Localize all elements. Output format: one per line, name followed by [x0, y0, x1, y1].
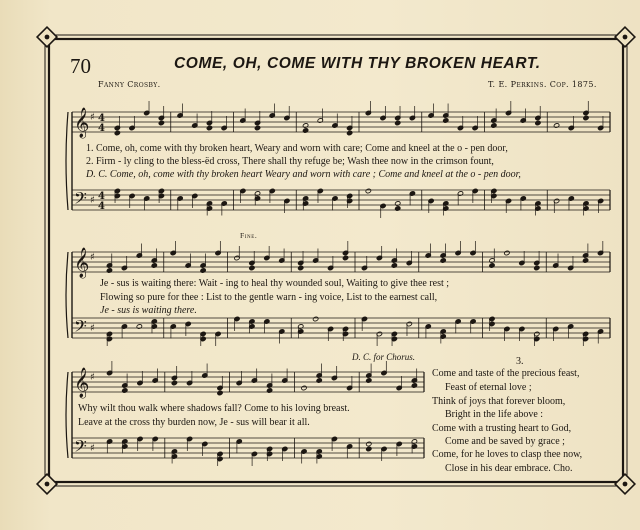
lyric-verse-1: Why wilt thou walk where shadows fall? Come to his loving breast.: [78, 403, 350, 414]
bass-clef: 𝄢: [74, 316, 87, 340]
sharp-sign: ♯: [90, 112, 95, 123]
note-head: [535, 120, 541, 125]
note-head: [504, 250, 510, 255]
treble-clef: 𝄞: [74, 248, 90, 278]
lyricist-credit: Fanny Crosby.: [98, 80, 161, 89]
lyric-verse-2: Flowing so pure for thee : List to the gentle warn - ing voice, List to the earnest call,: [100, 292, 438, 303]
note-head: [347, 130, 353, 135]
sharp-sign: ♯: [90, 372, 95, 383]
lyric-verse-2: 2. Firm - ly cling to the bless-ëd cross, There shall thy refuge be; Wash thee now in the crimson fount,: [86, 156, 494, 167]
brace: [66, 372, 68, 458]
lyric-chorus: Je - sus is waiting there.: [100, 305, 197, 316]
treble-clef: 𝄞: [74, 368, 90, 398]
verse-line: Come with a trusting heart to God,: [432, 423, 572, 434]
sharp-sign: ♯: [90, 195, 95, 206]
note-head: [217, 390, 223, 395]
verse-line: Bright in the life above :: [445, 409, 544, 420]
sharp-sign: ♯: [90, 443, 95, 454]
dc-for-chorus-marker: D. C. for Chorus.: [352, 352, 416, 362]
note-head: [313, 316, 319, 321]
verse-line: Come, for he loves to clasp thee now,: [432, 449, 583, 460]
song-title: COME, OH, COME WITH THY BROKEN HEART.: [174, 55, 541, 72]
time-signature: 4: [98, 113, 105, 124]
sharp-sign: ♯: [90, 323, 95, 334]
note-head: [534, 265, 540, 270]
note-head: [342, 255, 348, 260]
verse-number: 3.: [516, 356, 524, 367]
brace: [66, 112, 68, 210]
time-signature: 4: [98, 191, 105, 202]
note-head: [249, 265, 255, 270]
bass-clef: 𝄢: [74, 436, 87, 460]
note-head: [206, 125, 212, 130]
sharp-sign: ♯: [90, 252, 95, 263]
verse-line: Come and be saved by grace ;: [445, 436, 565, 447]
verse-line: Think of joys that forever bloom,: [432, 396, 566, 407]
brace: [66, 252, 68, 338]
note-head: [365, 188, 371, 193]
note-head: [114, 130, 120, 135]
note-head: [366, 441, 372, 446]
note-head: [583, 115, 589, 120]
note-head: [366, 446, 372, 451]
note-head: [395, 120, 401, 125]
note-head: [298, 265, 304, 270]
verse-line: Come and taste of the precious feast,: [432, 368, 580, 379]
composer-credit: T. E. Perkins. Cop. 1875.: [488, 80, 597, 89]
note-head: [158, 120, 164, 125]
page-number: 70: [70, 54, 91, 78]
note-head: [301, 385, 307, 390]
note-head: [171, 380, 177, 385]
note-head: [254, 125, 260, 130]
bass-clef: 𝄢: [74, 188, 87, 212]
treble-clef: 𝄞: [74, 108, 90, 138]
time-signature: 4: [98, 201, 105, 212]
verse-line: Feast of eternal love ;: [445, 382, 532, 393]
lyric-chorus: D. C. Come, oh, come with thy broken heart Weary and worn with care ; Come and kneel at the o - pen door,: [86, 169, 521, 180]
time-signature: 4: [98, 123, 105, 134]
lyric-verse-1: Je - sus is waiting there: Wait - ing to heal thy wounded soul, Waiting to give thee rest ;: [100, 278, 450, 289]
verse-line: Close in his dear embrace. Cho.: [445, 463, 573, 474]
lyric-verse-2: Leave at the cross thy burden now, Je - sus will bear it all.: [78, 417, 310, 428]
fine-marker: Fine.: [240, 231, 258, 240]
lyric-verse-1: 1. Come, oh, come with thy broken heart, Weary and worn with care; Come and kneel at the o - pen door,: [86, 143, 508, 154]
